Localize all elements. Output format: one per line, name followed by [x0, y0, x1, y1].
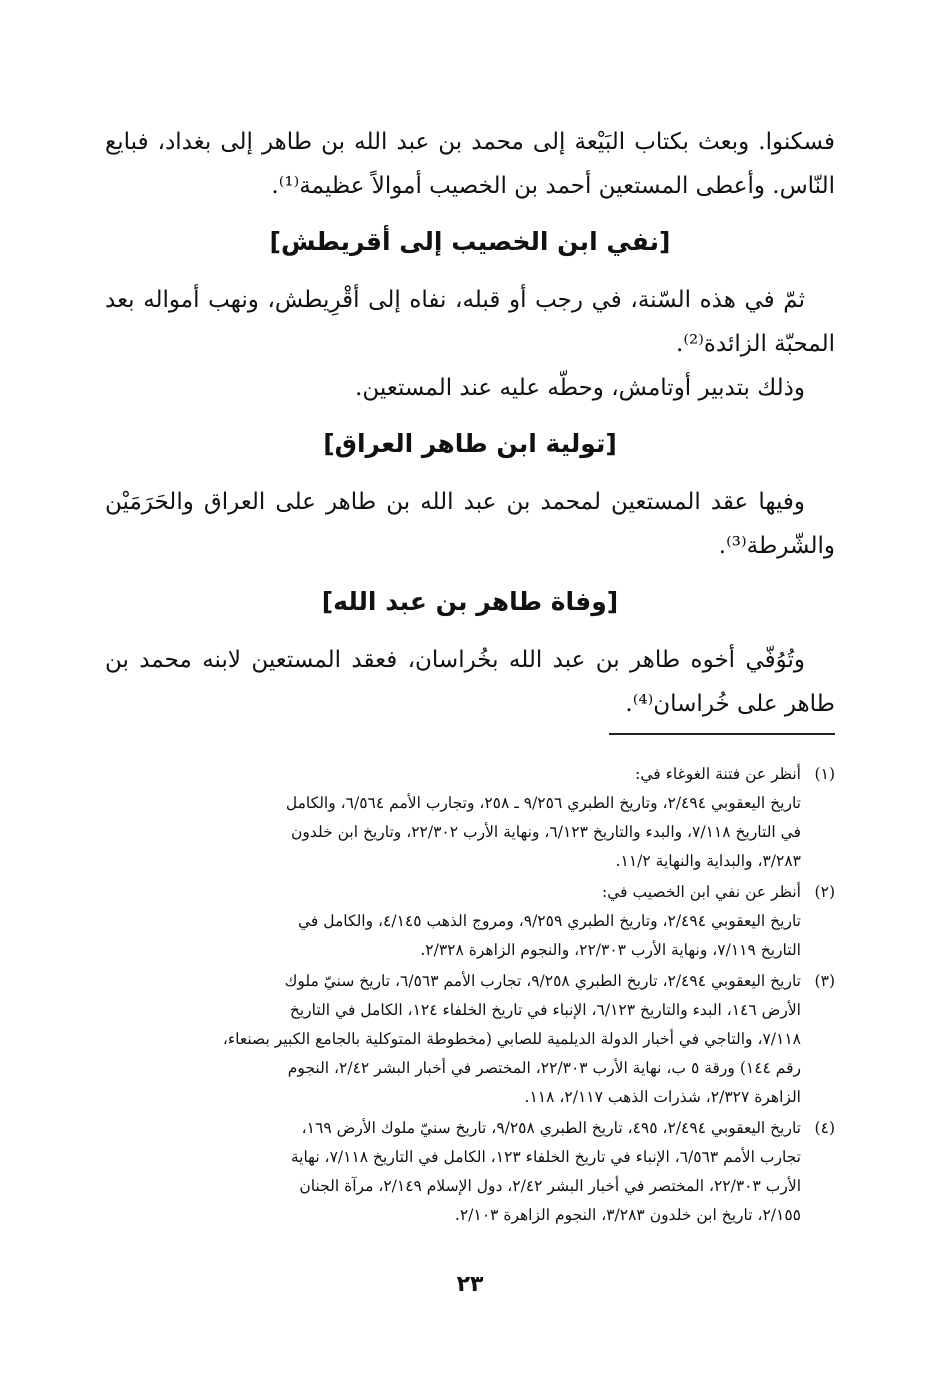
footnote-3	[105, 967, 835, 1112]
footnote-line: تاريخ اليعقوبي ٢/٤٩٤، تاريخ الطبري ٩/٢٥٨، تجارب الأمم ٦/٥٦٣، تاريخ سنيّ ملوك	[284, 972, 801, 990]
footnote-separator	[609, 733, 835, 735]
footnote-line: تاريخ اليعقوبي ٢/٤٩٤، ٤٩٥، تاريخ الطبري ٩/٢٥٨، تاريخ سنيّ ملوك الأرض ١٦٩،	[301, 1119, 801, 1137]
footnote-line: أنظر عن فتنة الغوغاء في:	[635, 765, 801, 783]
footnote-line: تاريخ اليعقوبي ٢/٤٩٤، وتاريخ الطبري ٩/٢٥٦ ـ ٢٥٨، وتجارب الأمم ٦/٥٦٤، والكامل	[285, 794, 801, 812]
footnote-1	[105, 760, 835, 876]
footnote-line: تجارب الأمم ٦/٥٦٣، الإنباء في تاريخ الخلفاء ١٢٣، الكامل في التاريخ ٧/١١٨، نهاية	[290, 1148, 801, 1166]
footnotes	[105, 760, 835, 1232]
paragraph-1: فسكنوا. وبعث بكتاب البَيْعة إلى محمد بن عبد الله بن طاهر إلى بغداد، فبايع النّاس. وأعطى المستعين أحمد بن الخصيب أموالاً عظيمة⁽¹⁾.	[105, 129, 835, 199]
footnote-body	[105, 878, 801, 965]
footnote-body	[105, 760, 801, 876]
footnote-number: (٤)	[814, 1119, 835, 1137]
footnote-line: رقم ١٤٤) ورقة ٥ ب، نهاية الأرب ٢٢/٣٠٣، المختصر في أخبار البشر ٢/٤٢، النجوم	[287, 1059, 801, 1077]
paragraph-5: وتُوُفّي أخوه طاهر بن عبد الله بخُراسان، فعقد المستعين لابنه محمد بن طاهر على خُراسان⁽⁴⁾.	[105, 647, 835, 717]
footnote-line: تاريخ اليعقوبي ٢/٤٩٤، وتاريخ الطبري ٩/٢٥٩، ومروج الذهب ٤/١٤٥، والكامل في	[298, 912, 801, 930]
footnote-number: (٢)	[814, 883, 835, 901]
paragraph-4: وفيها عقد المستعين لمحمد بن عبد الله بن طاهر على العراق والحَرَمَيْن والشّرطة⁽³⁾.	[105, 489, 835, 559]
footnote-body	[105, 1114, 801, 1230]
footnote-number: (٣)	[814, 972, 835, 990]
footnote-line: الأرب ٢٢/٣٠٣، المختصر في أخبار البشر ٢/٤٢، دول الإسلام ٢/١٤٩، مرآة الجنان	[299, 1177, 801, 1195]
footnote-line: الأرض ١٤٦، البدء والتاريخ ٦/١٢٣، الإنباء في تاريخ الخلفاء ١٢٤، الكامل في التاريخ	[289, 1001, 801, 1019]
section-heading-3: [وفاة طاهر بن عبد الله]	[321, 587, 619, 616]
paragraph-2: ثمّ في هذه السّنة، في رجب أو قبله، نفاه إلى أقْرِيطش، ونهب أمواله بعد المحبّة الزائدة⁽²⁾.	[105, 287, 835, 357]
footnote-4	[105, 1114, 835, 1230]
page-number: ٢٣	[456, 1272, 484, 1297]
footnote-line: ٧/١١٨، والتاجي في أخبار الدولة الديلمية للصابي (مخطوطة المتوكلية بالجامع الكبير بصنعاء،	[222, 1030, 801, 1048]
footnote-line: الزاهرة ٢/٣٢٧، شذرات الذهب ٢/١١٧، ١١٨.	[524, 1088, 801, 1106]
footnote-line: ٢/١٥٥، تاريخ ابن خلدون ٣/٢٨٣، النجوم الزاهرة ٢/١٠٣.	[454, 1206, 801, 1224]
paragraph-3: وذلك بتدبير أوتامش، وحطّه عليه عند المستعين.	[355, 375, 805, 401]
footnote-line: أنظر عن نفي ابن الخصيب في:	[602, 883, 801, 901]
section-heading-2: [تولية ابن طاهر العراق]	[323, 429, 617, 458]
footnote-line: في التاريخ ٧/١١٨، والبدء والتاريخ ٦/١٢٣، ونهاية الأرب ٢٢/٣٠٢، وتاريخ ابن خلدون	[290, 823, 801, 841]
footnote-line: ٣/٢٨٣، والبداية والنهاية ١١/٢.	[615, 852, 801, 870]
footnote-2	[105, 878, 835, 965]
footnote-line: التاريخ ٧/١١٩، ونهاية الأرب ٢٢/٣٠٣، والنجوم الزاهرة ٢/٣٢٨.	[420, 941, 801, 959]
footnote-body	[105, 967, 801, 1112]
footnote-number: (١)	[814, 765, 835, 783]
main-text	[105, 120, 835, 726]
section-heading-1: [نفي ابن الخصيب إلى أقريطش]	[269, 227, 671, 256]
